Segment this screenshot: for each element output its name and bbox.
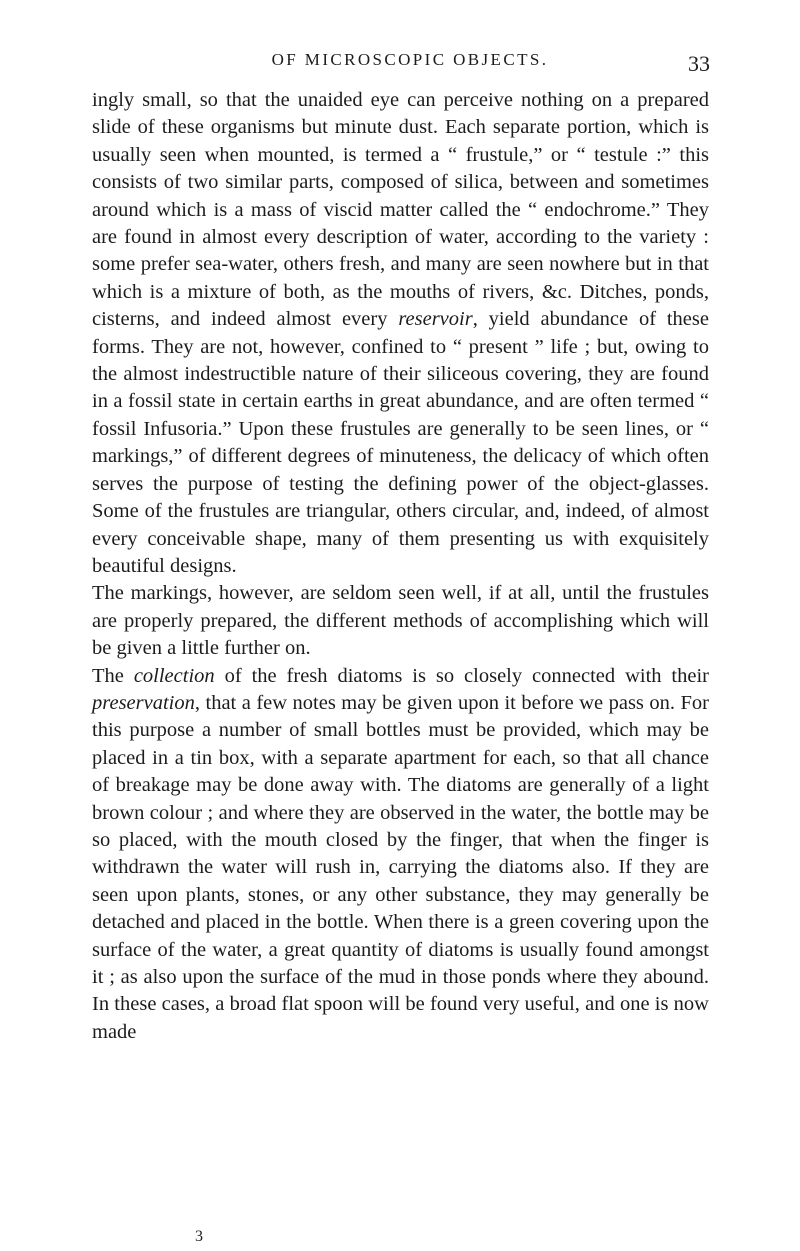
text-segment: , yield abundance of these forms. They are not, however, confined to “ present ” life ; but, owing to the almost indestructible nature of their siliceous covering, they are found in a fossil state in certain earths in great abundance, and are often termed “ fossil Infusoria.” Upon these frustules are generally to be seen lines, or “ markings,” of different degrees of minuteness, the delicacy of which often serves the purpose of testing the defining power of the object-glasses. Some of the frustules are triangular, others circular, and, indeed, of almost every conceivable shape, many of them presenting us with exquisitely beautiful designs. [92,308,709,577]
italic-term-reservoir: reservoir [398,308,473,331]
text-segment: The [92,664,134,687]
text-segment: , that a few notes may be given upon it before we pass on. For this purpose a number of small bottles must be provided, which may be placed in a tin box, with a separate apartment for each, so that all chance of breakage may be done away with. The diatoms are generally of a light brown colour ; and where they are observed in the water, the bottle may be so placed, with the mouth closed by the finger, that when the finger is withdrawn the water will rush in, carrying the diatoms also. If they are seen upon plants, stones, or any other substance, they may generally be detached and placed in the bottle. When there is a green covering upon the surface of the water, a great quantity of diatoms is usually found amongst it ; as also upon the surface of the mud in those ponds where they abound. In these cases, a broad flat spoon will be found very useful, and one is now made [92,691,709,1043]
text-segment: of the fresh diatoms is so closely connected with their [214,664,710,687]
italic-term-collection: collection [133,664,215,687]
signature-mark: 3 [195,1228,203,1245]
text-segment: The markings, however, are seldom seen well, if at all, until the frustules are properly prepared, the different methods of accomplishing which will be given a little further on. [92,582,709,660]
page-number: 33 [688,51,710,76]
text-segment: ingly small, so that the unaided eye can perceive nothing on a prepared slide of these organisms but minute dust. Each separate portion, which is usually seen when mounted, is termed a “ frustule,” or “ testule :” this consists of two similar parts, composed of silica, between and sometimes around which is a mass of viscid matter called the “ endochrome.” They are found in almost every description of water, according to the variety : some prefer sea-water, others fresh, and many are seen nowhere but in that which is a mixture of both, as the mouths of rivers, &c. Ditches, ponds, cisterns, and indeed almost every [92,89,709,331]
running-head [110,50,710,80]
paragraph-markings [92,580,709,662]
paragraph-frustules [92,87,709,580]
italic-term-preservation: preservation [92,691,195,714]
running-title: OF MICROSCOPIC OBJECTS. [271,50,549,69]
body-text [92,87,709,1046]
paragraph-collection [92,663,709,1047]
